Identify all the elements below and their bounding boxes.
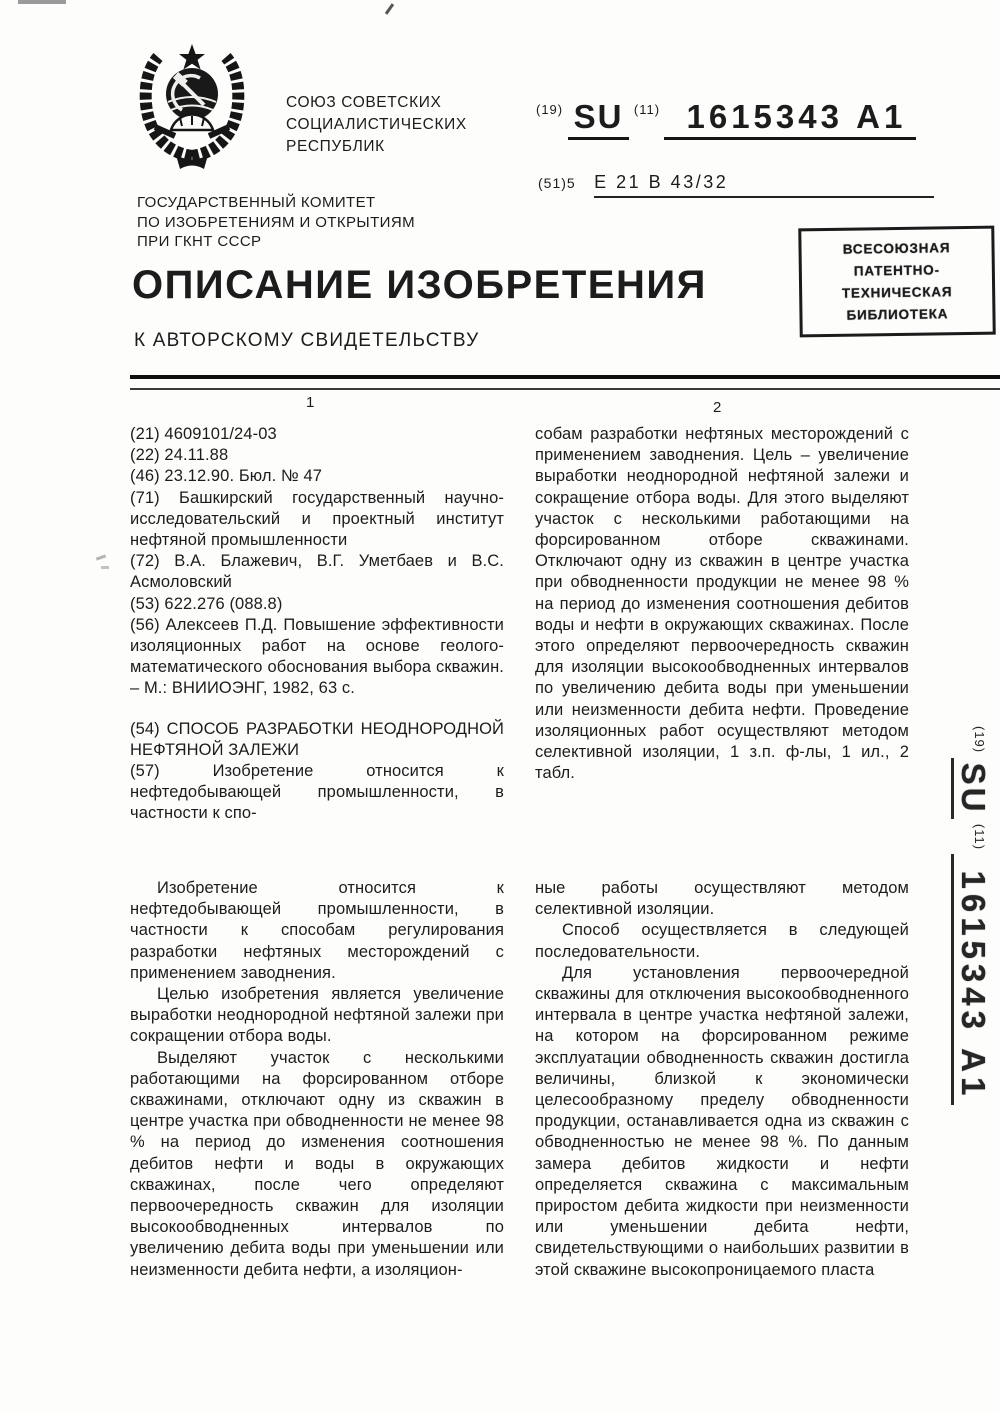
scan-artifact xyxy=(18,0,66,4)
body-paragraph: ные работы осуществляют методом селективной изоляции. xyxy=(535,879,909,919)
scan-artifact xyxy=(96,554,106,560)
header-rule xyxy=(130,375,1000,390)
country-code: SU xyxy=(568,98,630,140)
stamp-line: ПАТЕНТНО-ТЕХНИЧЕСКАЯ xyxy=(841,262,953,301)
document-number: 1615343 А1 xyxy=(664,98,916,140)
code-19-label: (19) xyxy=(536,102,564,117)
document-id-header xyxy=(536,98,916,136)
committee-line: ГОСУДАРСТВЕННЫЙ КОМИТЕТ xyxy=(137,194,376,211)
star-icon xyxy=(179,44,205,70)
column-number-2: 2 xyxy=(713,399,722,416)
scan-artifact xyxy=(101,566,109,569)
code-11-label: (11) xyxy=(633,102,661,117)
sidebar-code-19: (19) xyxy=(972,726,987,754)
body-paragraph: Для установления первоочередной скважины для отключения высокообводненного интервала в центре участка нефтяной залежи, на котором на форсированном режиме эксплуатации обводненность скважин достигла величины, близкой к экономически целесообразному пределу обводненности продукции, останавливается одна из скважин с обводненностью не менее 98 %. По данным замера дебитов жидкости и нефти определяется скважина с максимальным приростом дебита жидкости при неизменности или уменьшении дебита нефти, свидетельствующими о наибольших развитии в этой скважине высокопроницаемого пласта xyxy=(535,963,909,1279)
ipc-classification xyxy=(538,172,934,198)
ipc-code: Е 21 В 43/32 xyxy=(594,172,934,198)
stamp-line: БИБЛИОТЕКА xyxy=(846,306,949,323)
body-paragraph: Выделяют участок с несколькими работающими на форсированном отборе скважинами, отключают одну из скважин в центре участка при обводненности не менее 98 % на период до изменения соотношения дебитов нефти и воды в окружающих скважинах, после чего определяют первоочередность скважин для изоляции высокообводненных интервалов по увеличению дебита воды при уменьшении или неизменности дебита нефти, а изоляцион- xyxy=(130,1048,504,1279)
scan-artifact xyxy=(385,3,394,15)
soviet-emblem-icon xyxy=(130,42,254,172)
body-paragraph: Целью изобретения является увеличение выработки неоднородной нефтяной залежи при сокращении отбора воды. xyxy=(130,985,504,1046)
biblio-entry: (53) 622.276 (088.8) xyxy=(130,594,283,613)
committee-line: ПРИ ГКНТ СССР xyxy=(137,233,262,250)
biblio-entry: (71) Башкирский государственный научно-исследовательский и проектный институт нефтяной промышленности xyxy=(130,488,504,550)
biblio-entry: (22) 24.11.88 xyxy=(130,446,229,465)
body-paragraph: Способ осуществляется в следующей последовательности. xyxy=(535,921,909,961)
biblio-entry: (21) 4609101/24-03 xyxy=(130,425,277,443)
union-name-line: РЕСПУБЛИК xyxy=(286,138,385,155)
stamp-line: ВСЕСОЮЗНАЯ xyxy=(842,240,951,257)
biblio-entry: (72) В.А. Блажевич, В.Г. Уметбаев и В.С. Асмоловский xyxy=(130,552,504,592)
body-right-column xyxy=(535,878,909,1281)
abstract-text: собам разработки нефтяных месторождений с применением заводнения. Цель – увеличение выработки неоднородной нефтяной залежи и сокращение отбора воды. Для этого выделяют участок с несколькими работающими на форсированном отборе скважинами. Отключают одну из скважин в центре участка при обводненности продукции не менее 98 % на период до изменения соотношения дебитов воды и нефти в окружающих скважинах. После этого определяют первоочередность скважин для изоляции высокообводненных интервалов по увеличению дебита воды при уменьшении или неизменности дебита нефти. Проведение изоляционных работ осуществляют методом селективной изоляции, 1 з.п. ф-лы, 1 ил., 2 табл. xyxy=(535,425,909,783)
biblio-entry: (46) 23.12.90. Бюл. № 47 xyxy=(130,467,322,486)
committee-line: ПО ИЗОБРЕТЕНИЯМ И ОТКРЫТИЯМ xyxy=(137,213,415,231)
library-stamp xyxy=(798,226,996,338)
abstract-column xyxy=(535,424,909,784)
sidebar-document-number: 1615343 А1 xyxy=(951,854,992,1105)
state-committee xyxy=(137,193,415,252)
biblio-entry: (56) Алексеев П.Д. Повышение эффективности изоляционных работ на основе геолого-математического обоснования выбора скважин. – М.: ВНИИОЭНГ, 1982, 63 с. xyxy=(130,615,504,698)
abstract-fragment-left: (57) Изобретение относится к нефтедобывающей промышленности, в частности к спо- xyxy=(130,762,504,823)
union-name-line: СОЮЗ СОВЕТСКИХ xyxy=(286,94,442,111)
invention-title: (54) СПОСОБ РАЗРАБОТКИ НЕОДНОРОДНОЙ НЕФТЯНОЙ ЗАЛЕЖИ xyxy=(130,719,504,759)
sidebar-code-11: (11) xyxy=(972,823,987,851)
body-paragraph: Изобретение относится к нефтедобывающей промышленности, в частности к способам регулирования разработки нефтяных месторождений с применением заводнения. xyxy=(130,879,504,982)
page-subtitle: К АВТОРСКОМУ СВИДЕТЕЛЬСТВУ xyxy=(134,330,480,351)
sidebar-doc-id xyxy=(954,726,992,1162)
body-left-column xyxy=(130,878,504,1281)
union-name xyxy=(286,92,467,158)
column-number-1: 1 xyxy=(306,394,315,411)
sidebar-country-code: SU xyxy=(951,758,992,820)
biblio-column xyxy=(130,424,504,825)
ipc-label: (51)5 xyxy=(538,175,576,191)
page-title: ОПИСАНИЕ ИЗОБРЕТЕНИЯ xyxy=(132,263,707,307)
union-name-line: СОЦИАЛИСТИЧЕСКИХ xyxy=(286,116,467,133)
